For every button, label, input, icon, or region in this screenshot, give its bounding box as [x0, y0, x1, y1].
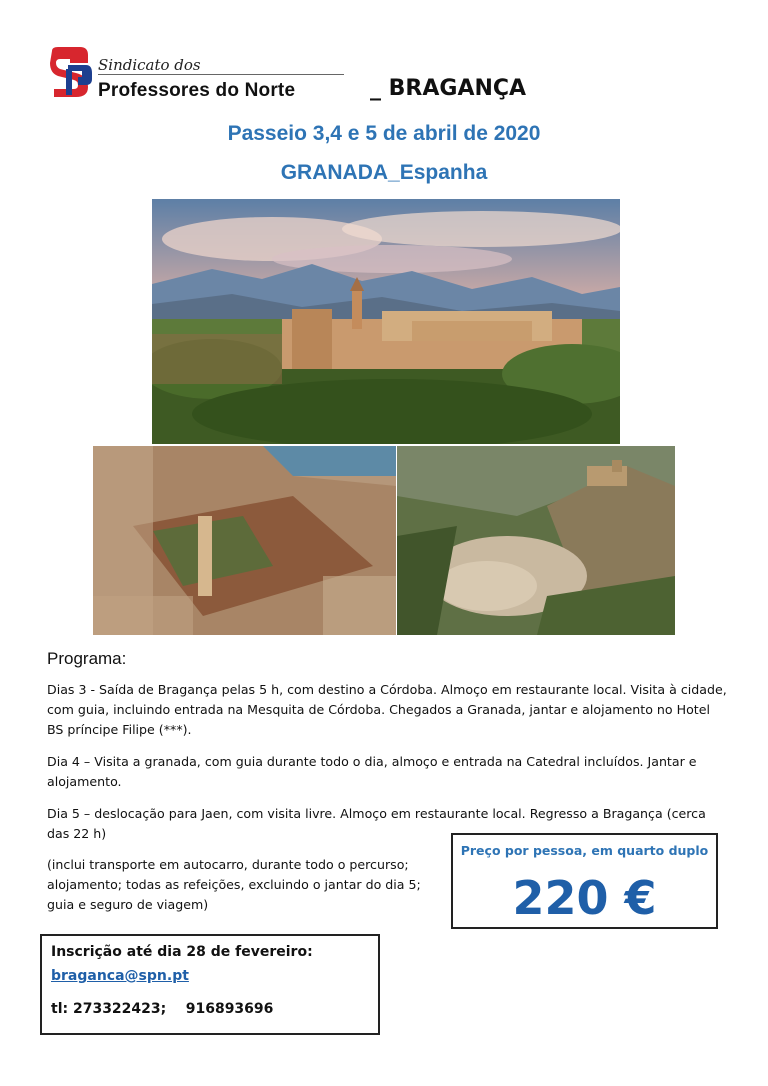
program-day-4: Dia 4 – Visita a granada, com guia durante todo o dia, almoço e entrada na Catedral incluídos. Jantar e alojamento. [47, 754, 697, 789]
trip-destination-title: GRANADA_Espanha [280, 161, 488, 184]
program-heading: Programa: [47, 649, 127, 668]
logo-union-name: Professores do Norte [98, 80, 296, 101]
trip-dates-title: Passeio 3,4 e 5 de abril de 2020 [227, 122, 541, 145]
registration-email-link[interactable]: braganca@spn.pt [51, 968, 189, 984]
jaen-castle-photo [397, 446, 675, 635]
spn-logo-icon [46, 45, 94, 99]
price-value: 220 € [512, 871, 657, 925]
program-day-5: Dia 5 – deslocação para Jaen, com visita livre. Almoço em restaurante local. Regresso a Bragança (cerca das 22 h) [47, 806, 706, 841]
registration-phones: tl: 273322423; 916893696 [51, 1001, 274, 1017]
location-heading: _ BRAGANÇA [370, 76, 527, 101]
program-day-3: Dias 3 - Saída de Bragança pelas 5 h, com destino a Córdoba. Almoço em restaurante local. Visita à cidade, com guia, incluindo entrada na Mesquita de Córdoba. Chegados a Granada, jantar e alojamento no Hotel BS príncipe Filipe (***). [47, 682, 727, 737]
price-label: Preço por pessoa, em quarto duplo [460, 843, 709, 858]
registration-box [40, 934, 380, 1035]
logo-divider [98, 74, 344, 75]
cordoba-mosque-photo [93, 446, 396, 635]
registration-deadline: Inscrição até dia 28 de fevereiro: [51, 944, 313, 960]
logo-union-prefix: Sindicato dos [98, 56, 201, 74]
price-box [451, 833, 718, 929]
program-includes: (inclui transporte em autocarro, durante todo o percurso; alojamento; todas as refeições, excluindo o jantar do dia 5; guia e seguro de viagem) [47, 857, 421, 912]
alhambra-photo [152, 199, 620, 444]
